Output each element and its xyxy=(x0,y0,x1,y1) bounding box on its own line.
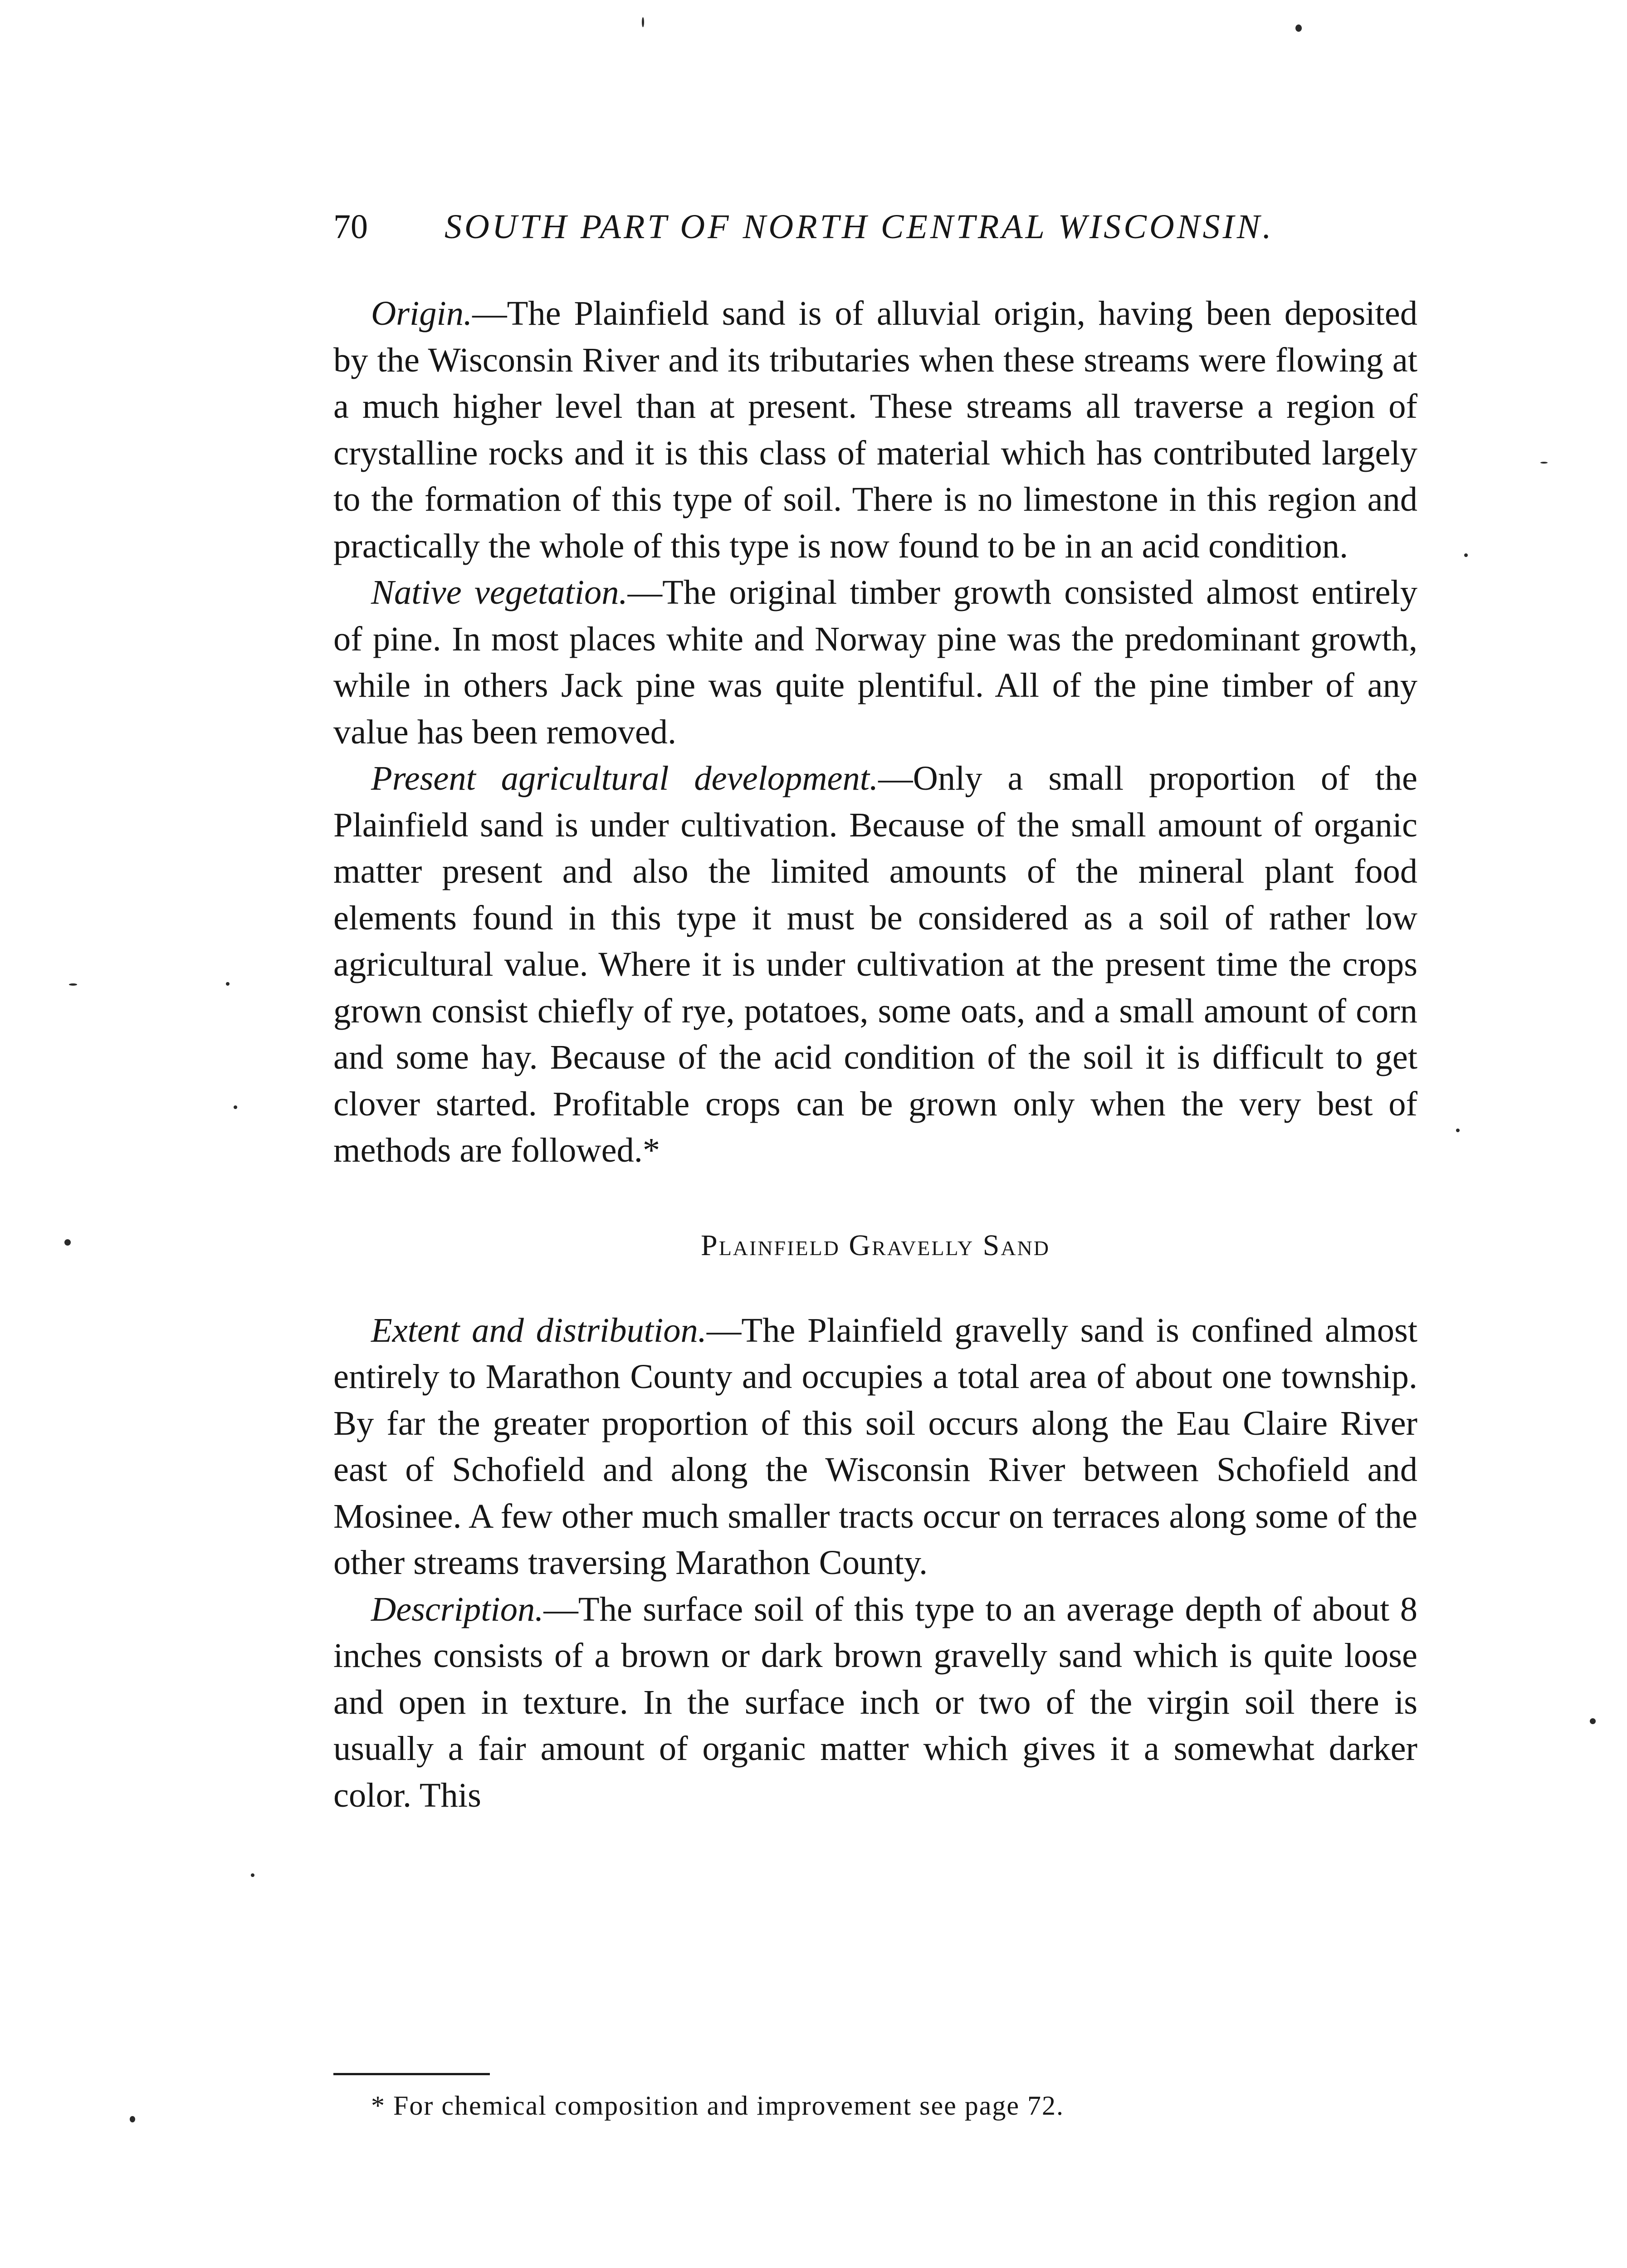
footnote-rule xyxy=(333,2073,490,2075)
paragraph-lead: Origin. xyxy=(371,294,473,332)
scan-speck xyxy=(1464,553,1468,557)
scan-speck xyxy=(642,17,644,27)
paragraph-extent-distribution xyxy=(333,1307,1417,1586)
paragraph-text: —The surface soil of this type to an average depth of about 8 inches consists of a brown or dark brown gravelly sand which is quite loose and open in texture. In the surface inch or two of the virgin soil there is usually a fair amount of organic matter which gives it a somewhat darker color. This xyxy=(333,1589,1417,1814)
scan-speck xyxy=(234,1105,237,1109)
scan-speck xyxy=(1456,1129,1460,1132)
paragraph-lead: Description. xyxy=(371,1589,544,1628)
footnote: * For chemical composition and improvement see page 72. xyxy=(371,2091,1064,2121)
scan-speck xyxy=(130,2116,135,2122)
body-text xyxy=(333,290,1417,1818)
scan-speck xyxy=(64,1239,71,1246)
paragraph-lead: Native vegetation. xyxy=(371,573,628,611)
scan-speck xyxy=(1295,24,1302,32)
paragraph-description xyxy=(333,1586,1417,1819)
paragraph-text: —Only a small proportion of the Plainfield sand is under cultivation. Because of the small amount of organic matter present and also the limited amounts of the mineral plant food elements found in this type it must be considered as a soil of rather low agricultural value. Where it is under cultivation at the present time the crops grown consist chiefly of rye, potatoes, some oats, and a small amount of corn and some hay. Because of the acid condition of the soil it is difficult to get clover started. Profitable crops can be grown only when the very best of methods are followed.* xyxy=(333,759,1417,1169)
scan-speck xyxy=(1590,1718,1596,1724)
scan-speck xyxy=(69,983,77,986)
page-number: 70 xyxy=(333,208,368,246)
paragraph-native-vegetation xyxy=(333,569,1417,755)
paragraph-text: —The original timber growth consisted almost entirely of pine. In most places white and Norway pine was the predominant growth, while in others Jack pine was quite plentiful. All of the pine timber of any value has been removed. xyxy=(333,573,1417,751)
running-title: SOUTH PART OF NORTH CENTRAL WISCONSIN. xyxy=(445,208,1274,246)
paragraph-text: —The Plainfield sand is of alluvial origin, having been deposited by the Wisconsin River and its tributaries when these streams were flowing at a much higher level than at present. These streams all traverse a region of crystalline rocks and it is this class of material which has contributed largely to the formation of this type of soil. There is no limestone in this region and practically the whole of this type is now found to be in an acid condition. xyxy=(333,294,1417,565)
paragraph-lead: Extent and distribution. xyxy=(371,1310,707,1349)
page-header xyxy=(333,200,1286,254)
paragraph-origin xyxy=(333,290,1417,569)
section-heading: Plainfield Gravelly Sand xyxy=(700,1228,1050,1262)
paragraph-lead: Present agricultural development. xyxy=(371,759,879,797)
paragraph-present-development xyxy=(333,755,1417,1174)
scan-speck xyxy=(226,982,230,986)
scan-speck xyxy=(251,1873,254,1877)
scan-speck xyxy=(1540,462,1548,464)
paragraph-text: —The Plainfield gravelly sand is confined almost entirely to Marathon County and occupies a total area of about one township. By far the greater proportion of this soil occurs along the Eau Claire River east of Schofield and along the Wisconsin River between Schofield and Mosinee. A few other much smaller tracts occur on terraces along some of the other streams traversing Marathon County. xyxy=(333,1310,1417,1582)
